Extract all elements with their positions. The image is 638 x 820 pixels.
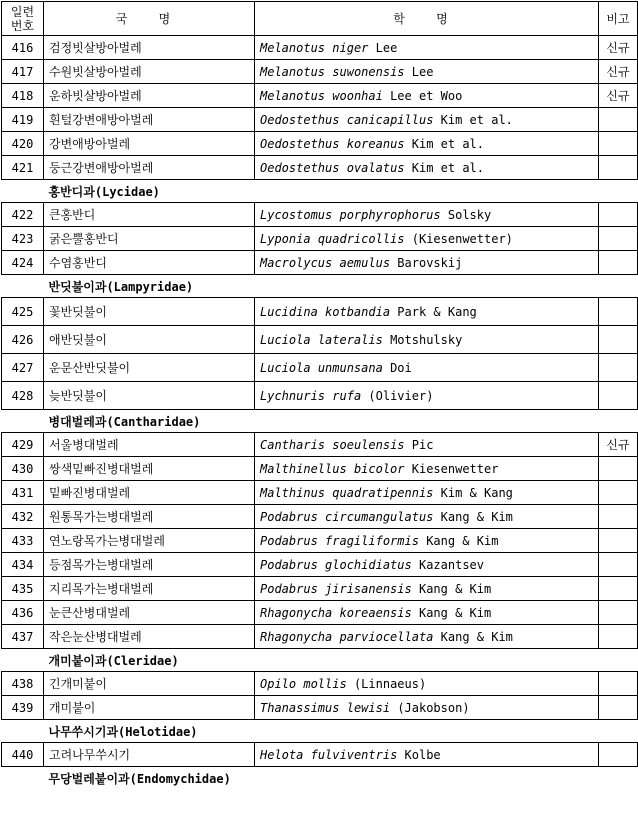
table-row [2, 601, 638, 625]
serial-number: 419 [2, 108, 44, 132]
family-heading: 개미붙이과(Cleridae) [48, 653, 179, 668]
genus: Helota [260, 747, 304, 762]
table-row [2, 326, 638, 354]
table-row [2, 577, 638, 601]
table-row [2, 251, 638, 275]
species-epithet: rufa [332, 388, 362, 403]
serial-number: 430 [2, 457, 44, 481]
table-row [2, 298, 638, 326]
species-epithet: lateralis [317, 332, 383, 347]
genus: Lycostomus [260, 207, 333, 222]
author: (Linnaeus) [353, 676, 427, 691]
species-epithet: bicolor [353, 461, 405, 476]
genus: Oedostethus [260, 112, 340, 127]
korean-name: 애반딧불이 [44, 326, 255, 354]
note: 신규 [599, 36, 638, 60]
note [599, 203, 638, 227]
header-korean-name: 국 명 [44, 2, 255, 36]
genus: Rhagonycha [260, 629, 333, 644]
scientific-name [255, 227, 599, 251]
serial-number: 438 [2, 672, 44, 696]
species-epithet: parviocellata [339, 629, 434, 644]
genus: Lucidina [260, 304, 318, 319]
table-row [2, 481, 638, 505]
korean-name: 흰털강변애방아벌레 [44, 108, 255, 132]
author: (Jakobson) [397, 700, 470, 715]
note [599, 132, 638, 156]
scientific-name [255, 382, 599, 410]
korean-name: 긴개미붙이 [44, 672, 255, 696]
species-epithet: koreanus [346, 136, 405, 151]
table-row [2, 433, 638, 457]
table-row [2, 132, 638, 156]
family-heading-row [2, 410, 638, 433]
note [599, 601, 638, 625]
scientific-name [255, 354, 599, 382]
author: Kim et al. [411, 160, 484, 175]
genus: Lyponia [260, 231, 311, 246]
species-epithet: ovalatus [346, 160, 405, 175]
scientific-name [255, 36, 599, 60]
species-epithet: soeulensis [332, 437, 405, 452]
note: 신규 [599, 433, 638, 457]
korean-name: 굵은뿔홍반디 [44, 227, 255, 251]
korean-name: 개미붙이 [44, 696, 255, 720]
serial-number: 421 [2, 156, 44, 180]
genus: Luciola [260, 360, 311, 375]
scientific-name [255, 433, 599, 457]
genus: Rhagonycha [260, 605, 333, 620]
korean-name: 고려나무쑤시기 [44, 743, 255, 767]
table-row [2, 672, 638, 696]
note [599, 481, 638, 505]
table-body [2, 36, 638, 790]
species-table [1, 1, 638, 789]
author: Barovskij [397, 255, 463, 270]
serial-number: 417 [2, 60, 44, 84]
korean-name: 수염홍반디 [44, 251, 255, 275]
genus: Oedostethus [260, 160, 340, 175]
scientific-name [255, 457, 599, 481]
author: Park & Kang [397, 304, 477, 319]
family-heading-row [2, 720, 638, 743]
scientific-name [255, 60, 599, 84]
note: 신규 [599, 60, 638, 84]
scientific-name [255, 672, 599, 696]
family-heading-row [2, 275, 638, 298]
author: Lee [375, 40, 398, 55]
species-epithet: mollis [303, 676, 347, 691]
author: Doi [390, 360, 412, 375]
note: 신규 [599, 84, 638, 108]
serial-number: 433 [2, 529, 44, 553]
korean-name: 꽃반딧불이 [44, 298, 255, 326]
korean-name: 늦반딧불이 [44, 382, 255, 410]
serial-number: 429 [2, 433, 44, 457]
genus: Opilo [260, 676, 297, 691]
table-row [2, 156, 638, 180]
table-row [2, 382, 638, 410]
note [599, 553, 638, 577]
serial-number: 439 [2, 696, 44, 720]
serial-number: 437 [2, 625, 44, 649]
author: Kang & Kim [418, 605, 492, 620]
header-note: 비고 [599, 2, 638, 36]
scientific-name [255, 529, 599, 553]
species-epithet: aemulus [339, 255, 391, 270]
family-heading: 홍반디과(Lycidae) [48, 184, 160, 199]
note [599, 326, 638, 354]
note [599, 298, 638, 326]
table-row [2, 108, 638, 132]
header-scientific-name: 학 명 [255, 2, 599, 36]
family-heading: 무당벌레붙이과(Endomychidae) [48, 771, 231, 786]
scientific-name [255, 601, 599, 625]
scientific-name [255, 108, 599, 132]
korean-name: 검정빗살방아벌레 [44, 36, 255, 60]
species-epithet: glochidiatus [325, 557, 412, 572]
table-row [2, 354, 638, 382]
table-row [2, 505, 638, 529]
species-epithet: jirisanensis [325, 581, 412, 596]
author: Kim et al. [440, 112, 513, 127]
species-epithet: quadratipennis [332, 485, 434, 500]
korean-name: 등점목가는병대벌레 [44, 553, 255, 577]
note [599, 672, 638, 696]
species-epithet: kotbandia [325, 304, 391, 319]
genus: Malthinus [260, 485, 326, 500]
genus: Malthinellus [260, 461, 347, 476]
genus: Luciola [260, 332, 311, 347]
genus: Melanotus [260, 40, 326, 55]
author: Kim et al. [411, 136, 484, 151]
scientific-name [255, 156, 599, 180]
species-epithet: fragiliformis [325, 533, 419, 548]
genus: Oedostethus [260, 136, 340, 151]
species-epithet: circumangulatus [325, 509, 434, 524]
family-heading-row [2, 180, 638, 203]
genus: Podabrus [260, 557, 318, 572]
genus: Macrolycus [260, 255, 333, 270]
scientific-name [255, 84, 599, 108]
author: (Olivier) [368, 388, 434, 403]
korean-name: 연노랑목가는병대벌레 [44, 529, 255, 553]
species-epithet: porphyrophorus [339, 207, 441, 222]
table-row [2, 743, 638, 767]
table-row [2, 625, 638, 649]
note [599, 156, 638, 180]
scientific-name [255, 577, 599, 601]
korean-name: 운문산반딧불이 [44, 354, 255, 382]
species-epithet: woonhai [332, 88, 383, 103]
genus: Melanotus [260, 88, 326, 103]
serial-number: 434 [2, 553, 44, 577]
author: Kiesenwetter [411, 461, 499, 476]
note [599, 505, 638, 529]
species-epithet: fulviventris [310, 747, 398, 762]
scientific-name [255, 553, 599, 577]
table-row [2, 36, 638, 60]
author: Lee [411, 64, 434, 79]
scientific-name [255, 326, 599, 354]
scientific-name [255, 743, 599, 767]
note [599, 382, 638, 410]
serial-number: 426 [2, 326, 44, 354]
table-row [2, 696, 638, 720]
genus: Podabrus [260, 581, 318, 596]
scientific-name [255, 505, 599, 529]
serial-number: 418 [2, 84, 44, 108]
author: Kang & Kim [426, 533, 499, 548]
genus: Podabrus [260, 533, 318, 548]
korean-name: 지리목가는병대벌레 [44, 577, 255, 601]
note [599, 251, 638, 275]
table-row [2, 60, 638, 84]
author: (Kiesenwetter) [411, 231, 513, 246]
serial-number: 431 [2, 481, 44, 505]
korean-name: 서울병대벌레 [44, 433, 255, 457]
korean-name: 둥근강변애방아벌레 [44, 156, 255, 180]
genus: Cantharis [260, 437, 326, 452]
serial-number: 428 [2, 382, 44, 410]
serial-number: 435 [2, 577, 44, 601]
note [599, 529, 638, 553]
korean-name: 강변애방아벌레 [44, 132, 255, 156]
family-heading: 병대벌레과(Cantharidae) [48, 414, 201, 429]
korean-name: 쌍색밑빠진병대벌레 [44, 457, 255, 481]
table-row [2, 553, 638, 577]
table-row [2, 203, 638, 227]
note [599, 696, 638, 720]
species-epithet: niger [332, 40, 369, 55]
author: Solsky [447, 207, 492, 222]
species-epithet: suwonensis [332, 64, 405, 79]
author: Motshulsky [390, 332, 463, 347]
note [599, 227, 638, 251]
genus: Thanassimus [260, 700, 340, 715]
serial-number: 420 [2, 132, 44, 156]
note [599, 354, 638, 382]
author: Kang & Kim [440, 509, 513, 524]
korean-name: 작은눈산병대벌레 [44, 625, 255, 649]
serial-number: 416 [2, 36, 44, 60]
genus: Podabrus [260, 509, 318, 524]
scientific-name [255, 298, 599, 326]
note [599, 625, 638, 649]
species-epithet: unmunsana [317, 360, 383, 375]
family-heading: 반딧불이과(Lampyridae) [48, 279, 194, 294]
serial-number: 425 [2, 298, 44, 326]
note [599, 457, 638, 481]
species-epithet: koreaensis [339, 605, 412, 620]
korean-name: 운하빗살방아벌레 [44, 84, 255, 108]
species-epithet: lewisi [346, 700, 391, 715]
serial-number: 432 [2, 505, 44, 529]
serial-number: 436 [2, 601, 44, 625]
scientific-name [255, 625, 599, 649]
family-heading-row [2, 649, 638, 672]
korean-name: 수원빗살방아벌레 [44, 60, 255, 84]
genus: Melanotus [260, 64, 326, 79]
korean-name: 원통목가는병대벌레 [44, 505, 255, 529]
serial-number: 424 [2, 251, 44, 275]
genus: Lychnuris [260, 388, 326, 403]
table-row [2, 227, 638, 251]
scientific-name [255, 203, 599, 227]
serial-number: 427 [2, 354, 44, 382]
scientific-name [255, 696, 599, 720]
note [599, 108, 638, 132]
species-epithet: quadricollis [317, 231, 405, 246]
serial-number: 423 [2, 227, 44, 251]
note [599, 743, 638, 767]
serial-number: 440 [2, 743, 44, 767]
scientific-name [255, 481, 599, 505]
scientific-name [255, 251, 599, 275]
header-row [2, 2, 638, 36]
family-heading: 나무쑤시기과(Helotidae) [48, 724, 198, 739]
author: Kim & Kang [440, 485, 513, 500]
author: Kolbe [404, 747, 441, 762]
serial-number: 422 [2, 203, 44, 227]
scientific-name [255, 132, 599, 156]
species-epithet: canicapillus [346, 112, 434, 127]
table-row [2, 457, 638, 481]
header-serial: 일련 번호 [2, 2, 44, 36]
author: Kazantsev [418, 557, 484, 572]
author: Pic [411, 437, 434, 452]
note [599, 577, 638, 601]
family-heading-row [2, 767, 638, 790]
table-row [2, 84, 638, 108]
author: Kang & Kim [418, 581, 492, 596]
table-row [2, 529, 638, 553]
korean-name: 밑빠진병대벌레 [44, 481, 255, 505]
author: Kang & Kim [440, 629, 513, 644]
author: Lee et Woo [390, 88, 463, 103]
korean-name: 눈큰산병대벌레 [44, 601, 255, 625]
korean-name: 큰홍반디 [44, 203, 255, 227]
